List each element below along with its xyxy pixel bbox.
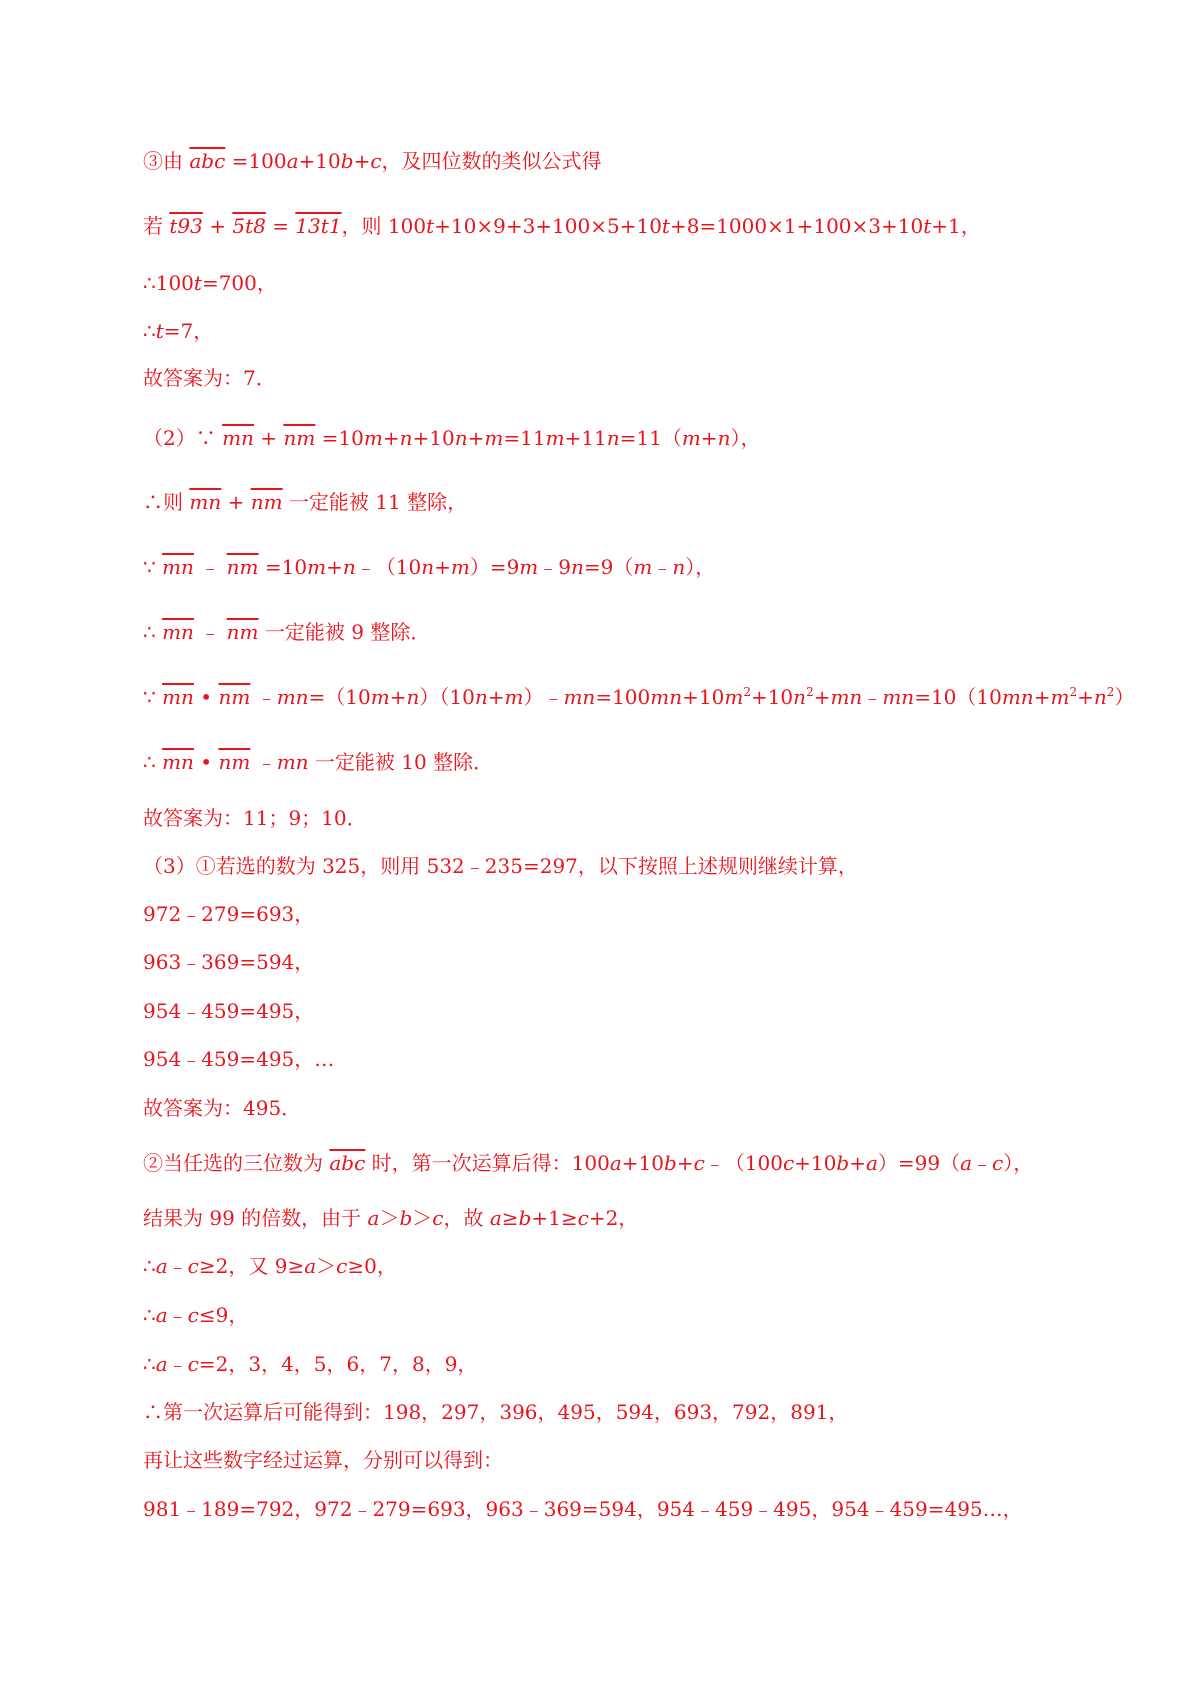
text-line-25: 再让这些数字经过运算，分别可以得到： bbox=[143, 1448, 503, 1472]
text-line-9: ∴ $\overline{mn}$ ﹣ $\overline{nm}$ 一定能被 9 整除． bbox=[143, 620, 431, 644]
text-line-3: ∴100t=700， bbox=[143, 271, 277, 295]
text-line-16: 954﹣459=495， bbox=[143, 999, 315, 1023]
text-line-17: 954﹣459=495，… bbox=[143, 1047, 335, 1071]
text-line-12: 故答案为：11；9；10． bbox=[143, 806, 367, 830]
text-line-18: 故答案为：495． bbox=[143, 1096, 302, 1120]
text-line-13: （3）①若选的数为 325，则用 532﹣235=297，以下按照上述规则继续计算， bbox=[143, 854, 858, 878]
text-line-10: ∵ $\overline{mn}$ • $\overline{nm}$ $﹣mn=(10m+n)(10n+m)﹣mn=100mn+10m^2+10n^2+mn﹣mn=10(10mn+m^2+n^2)$ bbox=[143, 685, 1135, 709]
text-line-4: ∴t=7， bbox=[143, 319, 214, 343]
text-line-5: 故答案为：7． bbox=[143, 366, 276, 390]
text-line-2: 若 t93 + 5t8 = 13t1，则 100t+10×9+3+100×5+10t+8=1000×1+100×3+10t+1， bbox=[143, 214, 981, 238]
text-line-20: 结果为 99 的倍数，由于 a＞b＞c，故 a≥b+1≥c+2， bbox=[143, 1206, 639, 1230]
text-line-22: ∴a﹣c≤9， bbox=[143, 1303, 249, 1327]
text-line-7: ∴则 $\overline{mn} + \overline{nm}$ 一定能被 11 整除， bbox=[143, 490, 468, 514]
text-line-8: ∵ $\overline{mn}$ ﹣ $\overline{nm}$ =10m+n﹣（10n+m）=9m﹣9n=9（m﹣n）， bbox=[143, 555, 716, 579]
text-line-6: （2）∵ $\overline{mn} + \overline{nm} =10m+n+10n+m=11m+11n=11(m+n)$， bbox=[143, 426, 761, 450]
text-line-11: ∴ $\overline{mn}$ • $\overline{nm}$ ﹣mn 一定能被 10 整除． bbox=[143, 750, 494, 774]
text-line-14: 972﹣279=693， bbox=[143, 902, 315, 926]
text-line-26: 981﹣189=792，972﹣279=693，963﹣369=594，954﹣459﹣495，954﹣459=495…， bbox=[143, 1497, 1023, 1521]
text-line-23: ∴a﹣c=2，3，4，5，6，7，8，9， bbox=[143, 1352, 478, 1376]
text-line-1: ③由 $\overline{abc} =100a+10b+c$，及四位数的类似公式得 bbox=[143, 149, 602, 173]
text-line-24: ∴第一次运算后可能得到：198，297，396，495，594，693，792，891， bbox=[143, 1400, 849, 1424]
text-line-19: ②当任选的三位数为 $\overline{abc}$ 时，第一次运算后得：100a+10b+c﹣（100c+10b+a）=99（a﹣c）， bbox=[143, 1151, 1034, 1175]
text-line-21: ∴a﹣c≥2，又 9≥a＞c≥0， bbox=[143, 1254, 397, 1278]
text-line-15: 963﹣369=594， bbox=[143, 950, 315, 974]
